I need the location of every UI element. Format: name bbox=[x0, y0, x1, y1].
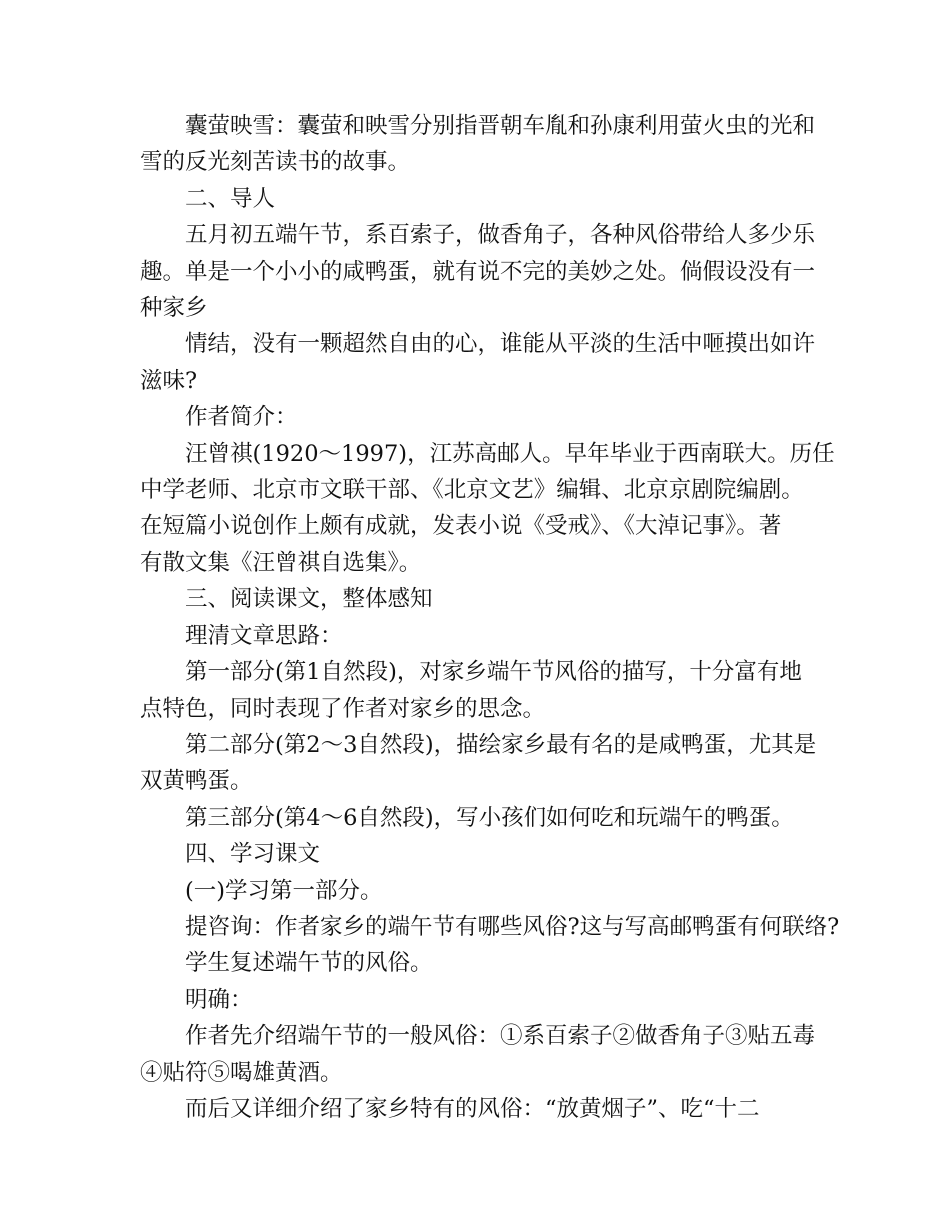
text-line: 第二部分(第2～3自然段)，描绘家乡最有名的是咸鸭蛋，尤其是 bbox=[185, 731, 817, 758]
text-line: 囊萤映雪：囊萤和映雪分别指晋朝车胤和孙康利用萤火虫的光和 bbox=[185, 113, 816, 139]
paragraph-qingjie bbox=[140, 326, 816, 399]
text-line: 趣。单是一个小小的咸鸭蛋，就有说不完的美妙之处。倘假设没有一 bbox=[140, 258, 816, 285]
paragraph-part-one bbox=[140, 654, 812, 727]
text-line: 滋味? bbox=[140, 367, 198, 394]
text-line: 五月初五端午节，系百索子，做香角子，各种风俗带给人多少乐 bbox=[185, 222, 816, 249]
text-line: 作者先介绍端午节的一般风俗：①系百索子②做香角子③贴五毒 bbox=[185, 1023, 816, 1050]
paragraph-duanwu-intro bbox=[140, 217, 816, 326]
text-line: 作者简介： bbox=[185, 404, 298, 431]
text-line: 汪曾祺(1920～1997)，江苏高邮人。早年毕业于西南联大。历任 bbox=[185, 440, 835, 467]
heading-daoren bbox=[140, 181, 812, 217]
text-line: (一)学习第一部分。 bbox=[185, 877, 383, 904]
text-line: 第三部分(第4～6自然段)，写小孩们如何吃和玩端午的鸭蛋。 bbox=[185, 804, 794, 831]
paragraph-retell bbox=[140, 945, 812, 981]
text-line: 双黄鸭蛋。 bbox=[140, 768, 253, 795]
text-line: 提咨询：作者家乡的端午节有哪些风俗?这与写高邮鸭蛋有何联络? bbox=[185, 913, 840, 940]
text-line: 学生复述端午节的风俗。 bbox=[185, 950, 433, 977]
paragraph-part-three bbox=[140, 800, 812, 836]
text-line: 种家乡 bbox=[140, 295, 208, 322]
text-line: 在短篇小说创作上颇有成就，发表小说《受戒》、《大淖记事》。著 bbox=[140, 513, 782, 540]
text-line: 第一部分(第1自然段)，对家乡端午节风俗的描写，十分富有地 bbox=[185, 659, 802, 686]
text-line: 三、阅读课文，整体感知 bbox=[185, 586, 433, 613]
text-line: 有散文集《汪曾祺自选集》。 bbox=[140, 549, 422, 576]
paragraph-customs-general bbox=[140, 1018, 816, 1091]
text-line: 雪的反光刻苦读书的故事。 bbox=[140, 149, 411, 176]
paragraph-nangying-yingxue bbox=[140, 108, 816, 181]
paragraph-customs-local bbox=[140, 1091, 812, 1127]
heading-study bbox=[140, 836, 812, 872]
text-line: 中学老师、北京市文联干部、《北京文艺》编辑、北京京剧院编剧。 bbox=[140, 477, 804, 504]
text-line: 明确： bbox=[185, 986, 253, 1013]
heading-author-intro bbox=[140, 399, 812, 435]
text-line: 四、学习课文 bbox=[185, 841, 321, 868]
paragraph-author-bio bbox=[140, 436, 835, 582]
paragraph-part-two bbox=[140, 727, 817, 800]
paragraph-question bbox=[140, 909, 840, 945]
heading-study-part-one bbox=[140, 873, 812, 909]
heading-reading bbox=[140, 581, 812, 617]
heading-clarify bbox=[140, 982, 812, 1018]
heading-structure bbox=[140, 618, 812, 654]
text-line: 点特色，同时表现了作者对家乡的思念。 bbox=[140, 695, 546, 722]
text-line: 理清文章思路： bbox=[185, 622, 343, 649]
text-line: 二、导人 bbox=[185, 185, 276, 212]
text-line: ④贴符⑤喝雄黄酒。 bbox=[140, 1059, 343, 1086]
text-line: 情结，没有一颗超然自由的心，谁能从平淡的生活中咂摸出如许 bbox=[185, 331, 816, 358]
text-line: 而后又详细介绍了家乡特有的风俗：“放黄烟子”、吃“十二 bbox=[185, 1095, 760, 1122]
document-body bbox=[140, 108, 840, 1127]
